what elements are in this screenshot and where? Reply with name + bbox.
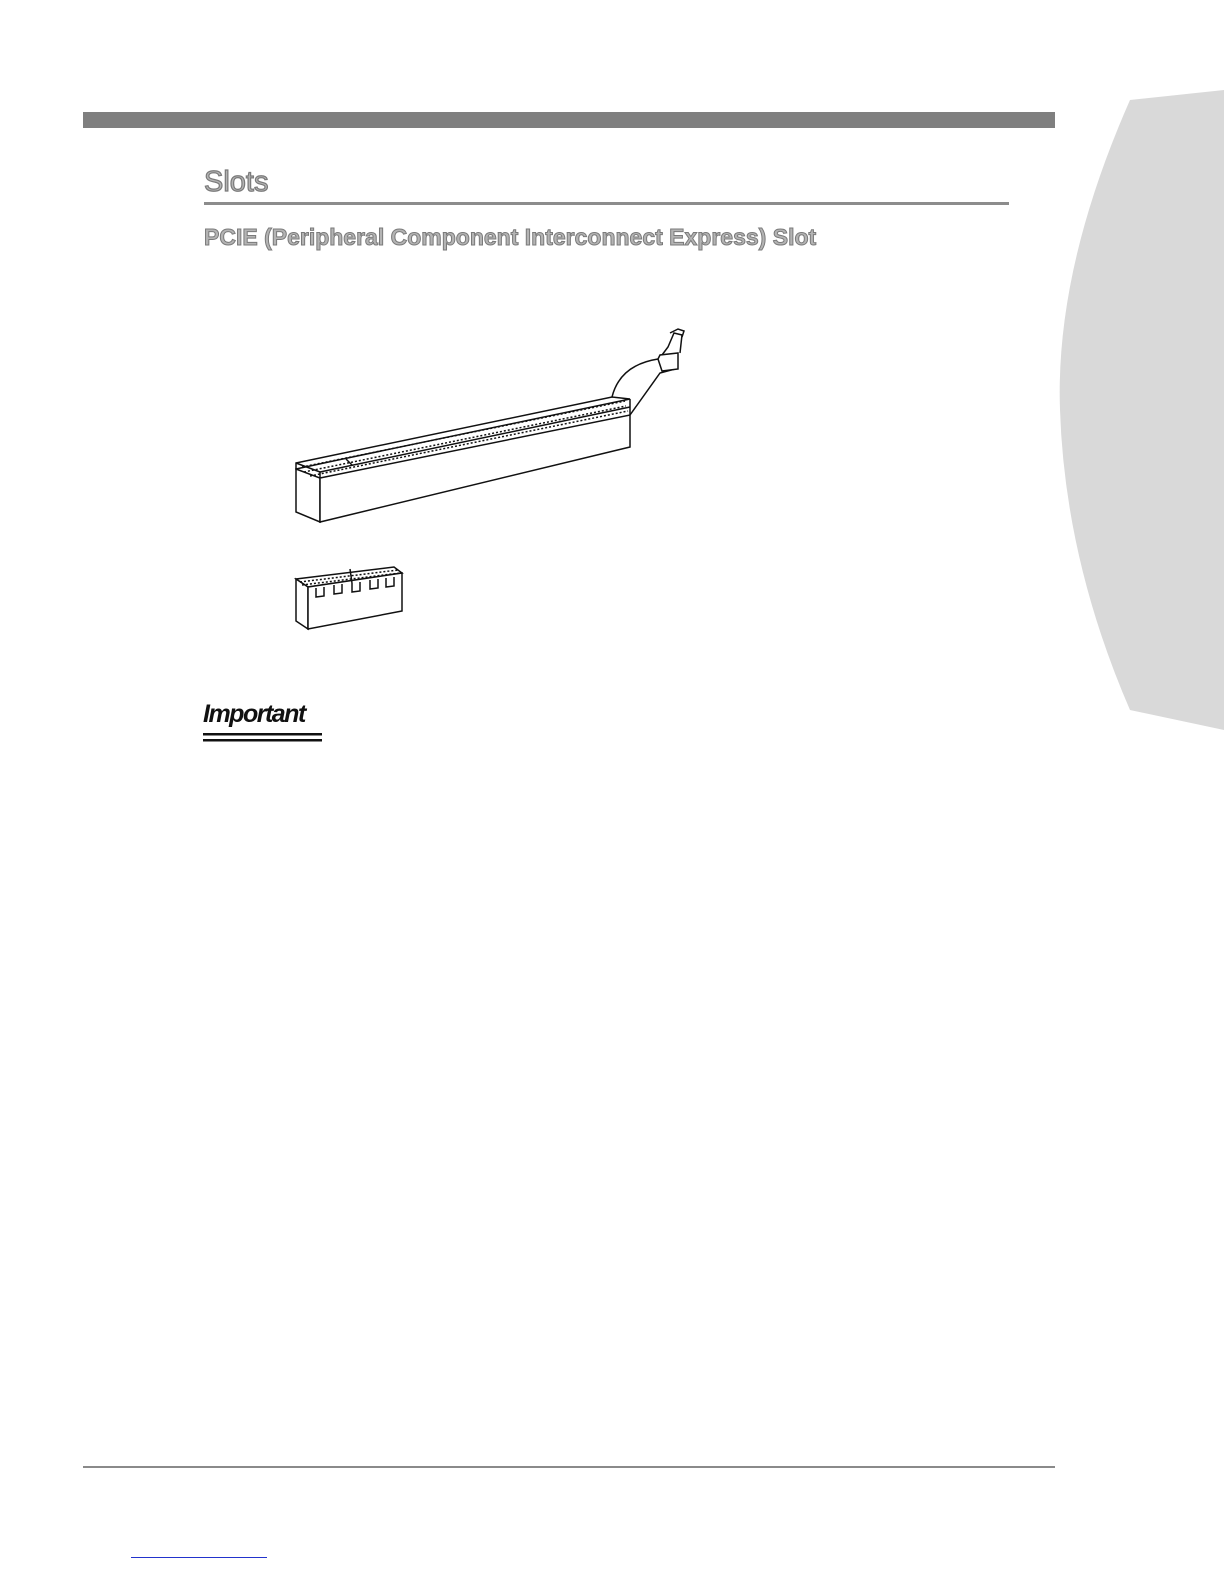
header-bar: [83, 112, 1055, 128]
pcie-x1-slot-figure: [290, 555, 410, 635]
section-title: Slots: [204, 166, 269, 198]
subsection-title: PCIE (Peripheral Component Interconnect Express) Slot: [204, 224, 817, 250]
chapter-side-tab: [1040, 90, 1224, 730]
footer-link-underline: [131, 1557, 267, 1558]
important-label: Important: [203, 700, 305, 728]
pcie-x16-slot-figure: [290, 325, 710, 530]
important-underline: [203, 733, 322, 743]
footer-divider: [83, 1466, 1055, 1468]
title-divider: [204, 202, 1009, 205]
